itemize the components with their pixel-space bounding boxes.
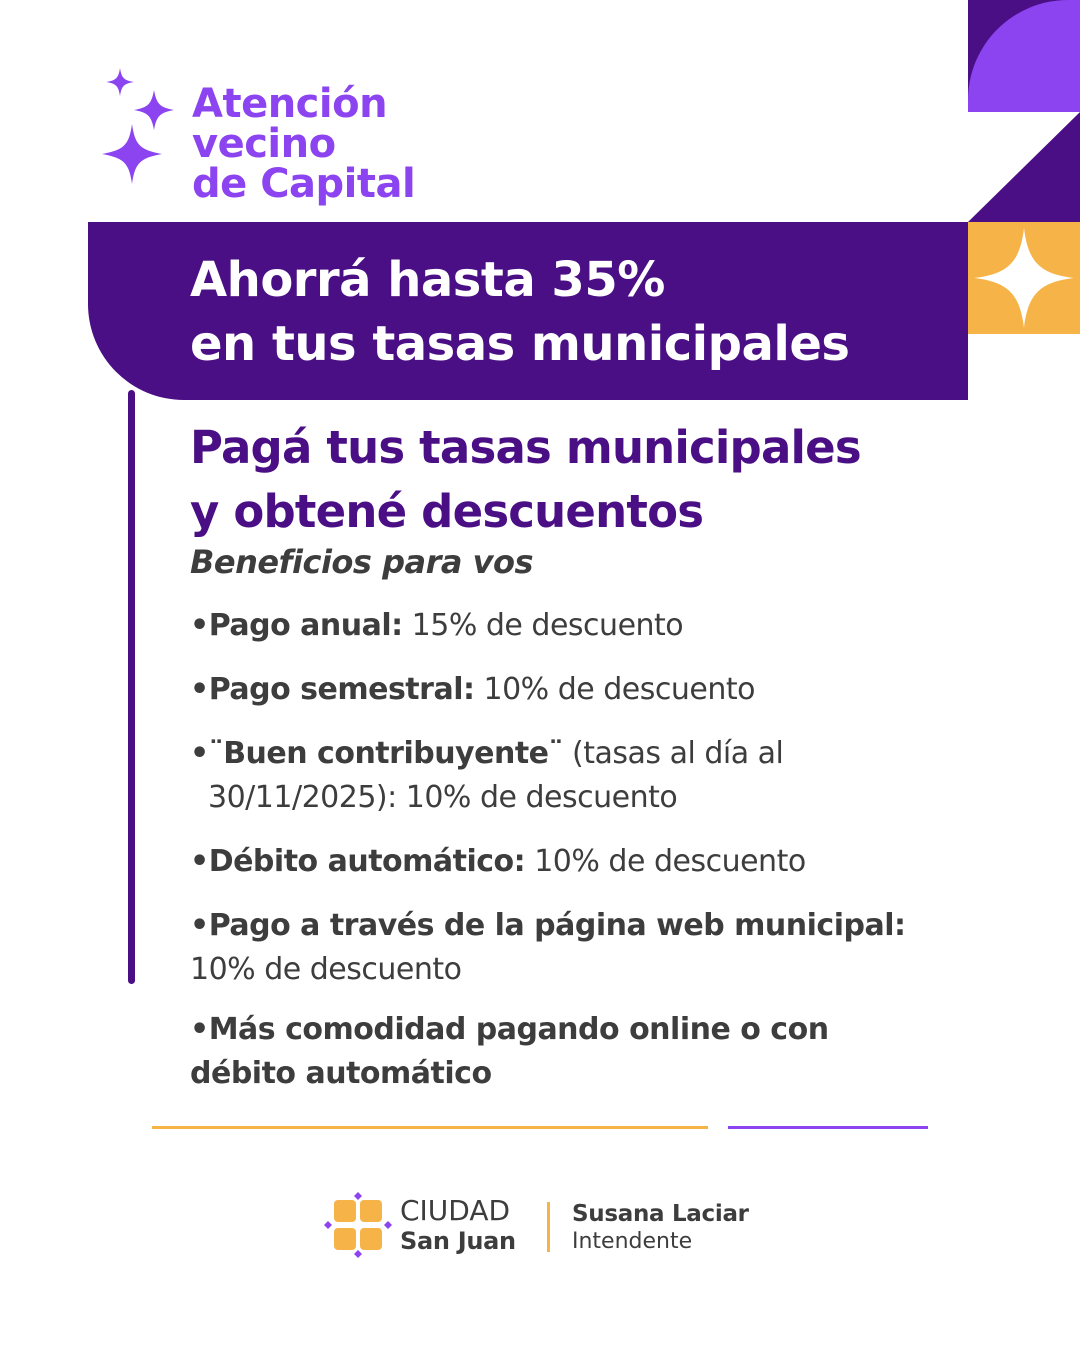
kicker-line: vecino	[192, 121, 336, 167]
heading-line: Pagá tus tasas municipales	[190, 421, 861, 474]
bullet: •	[190, 608, 209, 643]
benefit-text: 10% de descuento	[190, 952, 462, 987]
benefit-label: Pago a través de la página web municipal:	[208, 908, 906, 943]
benefit-item	[190, 1008, 829, 1096]
kicker-line: Atención	[192, 81, 388, 127]
kicker-title	[192, 81, 416, 207]
banner-line: Ahorrá hasta 35%	[190, 252, 665, 308]
bullet: •	[190, 672, 209, 707]
benefit-text: 10% de descuento	[525, 844, 806, 879]
benefit-text: (tasas al día al	[563, 736, 784, 771]
sparkle-icon	[100, 66, 180, 190]
city-wordmark	[400, 1196, 516, 1256]
banner-title	[190, 248, 849, 376]
footer-divider	[547, 1202, 550, 1252]
corner-decoration	[968, 0, 1080, 222]
vertical-accent-line	[128, 390, 135, 984]
bullet: •	[190, 1012, 209, 1047]
benefit-label: Pago anual:	[208, 608, 403, 643]
benefit-label: Pago semestral:	[208, 672, 475, 707]
benefit-text: 10% de descuento	[474, 672, 755, 707]
mayor-name: Susana Laciar	[572, 1201, 749, 1227]
benefit-label: ¨Buen contribuyente¨	[208, 736, 564, 771]
city-subname: San Juan	[400, 1227, 516, 1255]
headline-banner	[88, 222, 968, 400]
benefit-item	[190, 604, 683, 648]
divider-yellow	[152, 1126, 708, 1129]
star-tile	[968, 222, 1080, 334]
section-heading	[190, 416, 861, 544]
benefit-text: 30/11/2025): 10% de descuento	[208, 780, 678, 815]
benefit-label: Más comodidad pagando online o con	[208, 1012, 829, 1047]
benefits-subheading: Beneficios para vos	[190, 543, 533, 581]
bullet: •	[190, 908, 209, 943]
benefit-item	[190, 840, 806, 884]
benefit-label: débito automático	[190, 1056, 492, 1091]
ciudad-san-juan-logo	[322, 1190, 394, 1260]
kicker-line: de Capital	[192, 161, 416, 207]
benefit-text: 15% de descuento	[402, 608, 684, 643]
star-icon	[968, 222, 1080, 334]
bullet: •	[190, 844, 209, 879]
benefit-label: Débito automático:	[208, 844, 526, 879]
city-name: CIUDAD	[400, 1194, 511, 1227]
banner-line: en tus tasas municipales	[190, 316, 850, 372]
bullet: •	[190, 736, 209, 771]
mayor-credit	[572, 1200, 749, 1256]
benefit-item	[190, 904, 905, 992]
benefit-item	[190, 732, 783, 820]
heading-line: y obtené descuentos	[190, 485, 704, 538]
benefit-item	[190, 668, 755, 712]
divider-purple	[728, 1126, 928, 1129]
mayor-role: Intendente	[572, 1229, 693, 1254]
